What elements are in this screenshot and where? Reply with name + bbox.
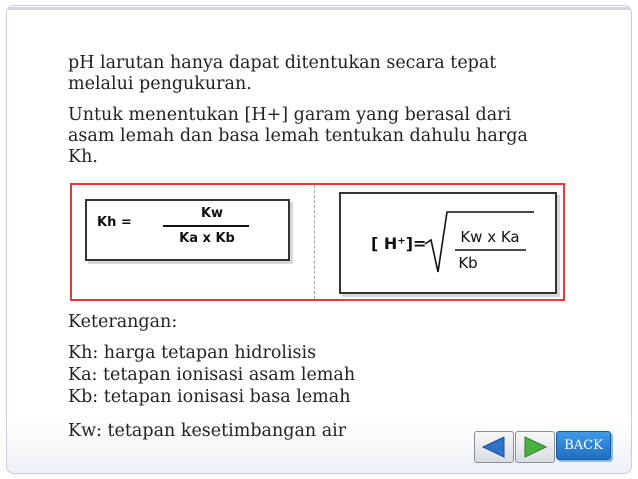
bullet-item-ph — [38, 53, 496, 95]
triangle-right-icon — [516, 432, 554, 462]
bullet-text: Keterangan: — [68, 312, 178, 332]
bullet-text — [68, 53, 496, 95]
next-slide-button[interactable] — [515, 431, 555, 463]
formula-h — [339, 192, 557, 294]
formula-kh-lhs: Kh = — [97, 215, 132, 230]
bullet-line: Untuk menentukan [H+] garam yang berasal dari — [68, 105, 512, 125]
bullet-line: Kh. — [68, 147, 98, 167]
bullet-icon — [38, 105, 68, 106]
bullet-item-keterangan — [38, 312, 177, 333]
bullet-icon — [38, 53, 68, 54]
bullet-line: pH larutan hanya dapat ditentukan secara tepat — [68, 53, 497, 73]
bullet-icon — [38, 312, 68, 313]
formula-h-numerator: Kw x Ka — [460, 228, 520, 246]
formula-h-lhs: [ H⁺]= — [371, 234, 427, 253]
formula-box — [70, 183, 565, 301]
definition-ka: Ka: tetapan ionisasi asam lemah — [68, 365, 356, 385]
bullet-item-h-plus — [38, 105, 528, 168]
definition-kh: Kh: harga tetapan hidrolisis — [68, 343, 317, 363]
previous-slide-button[interactable] — [474, 431, 514, 463]
formula-h-denominator: Kb — [458, 254, 478, 272]
fraction-bar — [163, 225, 249, 227]
back-button[interactable]: BACK — [556, 431, 611, 460]
definition-kb: Kb: tetapan ionisasi basa lemah — [68, 387, 351, 407]
slide-top-bar — [8, 7, 630, 10]
bullet-text — [68, 105, 528, 168]
formula-kh — [85, 199, 290, 261]
formula-kh-denominator: Ka x Kb — [179, 231, 235, 246]
definition-kw: Kw: tetapan kesetimbangan air — [68, 421, 347, 441]
bullet-line: asam lemah dan basa lemah tentukan dahulu harga — [68, 126, 528, 146]
formula-kh-numerator: Kw — [200, 206, 224, 221]
triangle-left-icon — [475, 432, 513, 462]
formula-divider — [314, 185, 315, 299]
bullet-line: melalui pengukuran. — [68, 74, 252, 94]
